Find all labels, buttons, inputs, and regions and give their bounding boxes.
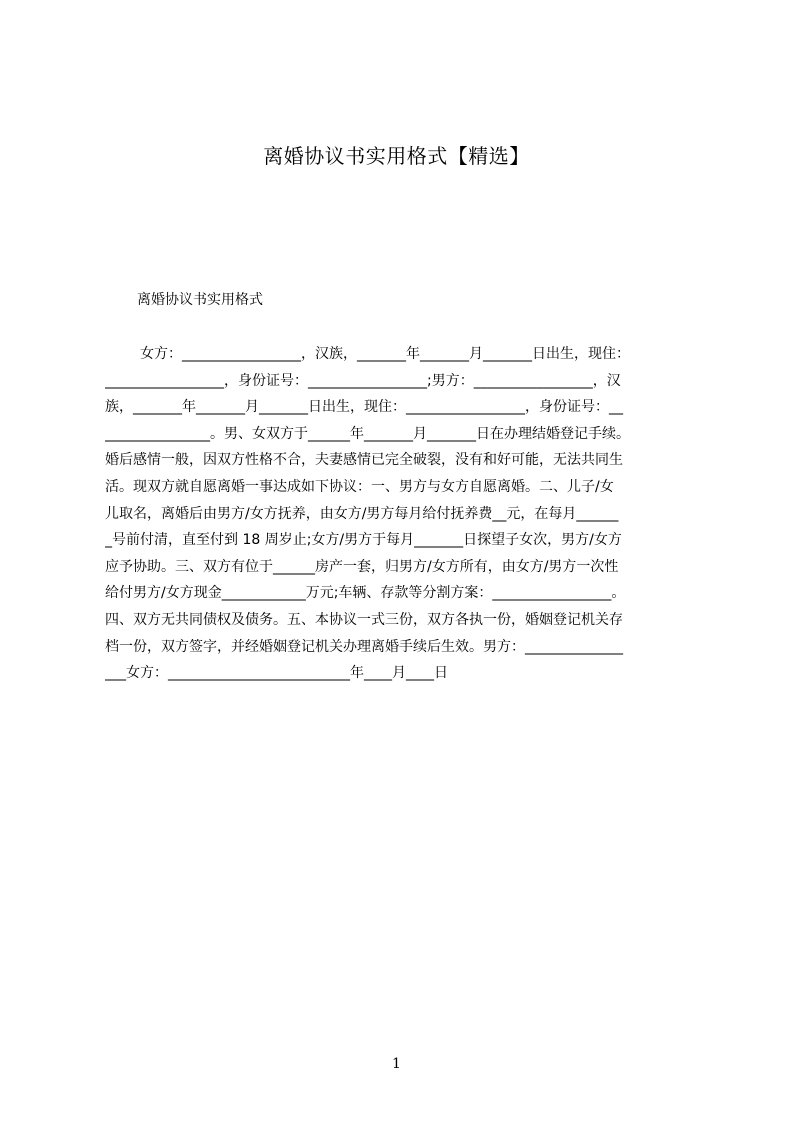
- body-line: _______________。男、女双方于______年_______月_______日在办理结婚登记手续。: [105, 425, 630, 442]
- body-line: ___女方：__________________________年____月____日: [105, 665, 448, 682]
- page-number: 1: [392, 1056, 401, 1072]
- body-line: _号前付清，直至付到 18 周岁止;女方/男方于每月_______日探望子女次，男方/女方: [105, 532, 622, 549]
- body-line: _________________，身份证号：_________________;男方：_________________，汉: [105, 372, 621, 389]
- body-line: 活。现双方就自愿离婚一事达成如下协议：一、男方与女方自愿离婚。二、儿子/女: [105, 478, 614, 495]
- body-line: 四、双方无共同债权及债务。五、本协议一式三份，双方各执一份，婚姻登记机关存: [105, 611, 623, 628]
- body-line: 儿取名，离婚后由男方/女方抚养，由女方/男方每月给付抚养费__元，在每月______: [105, 505, 619, 522]
- body-line: 女方：_________________，汉族，_______年_______月_______日出生，现住：: [140, 346, 630, 362]
- agreement-body: [105, 341, 700, 687]
- body-line: 应予协助。三、双方有位于______房产一套，归男方/女方所有，由女方/男方一次性: [105, 558, 619, 575]
- body-line: 档一份，双方签字，并经婚姻登记机关办理离婚手续后生效。男方：______________: [105, 638, 623, 655]
- body-line: 婚后感情一般，因双方性格不合，夫妻感情已完全破裂，没有和好可能，无法共同生: [105, 452, 623, 469]
- section-heading: 离婚协议书实用格式: [137, 292, 263, 308]
- document-title: 离婚协议书实用格式【精选】: [263, 144, 530, 168]
- body-line: 给付男方/女方现金____________万元;车辆、存款等分割方案：_________________。: [105, 585, 626, 602]
- body-line: 族，_______年_______月_______日出生，现住：_________________，身份证号：__: [105, 399, 623, 416]
